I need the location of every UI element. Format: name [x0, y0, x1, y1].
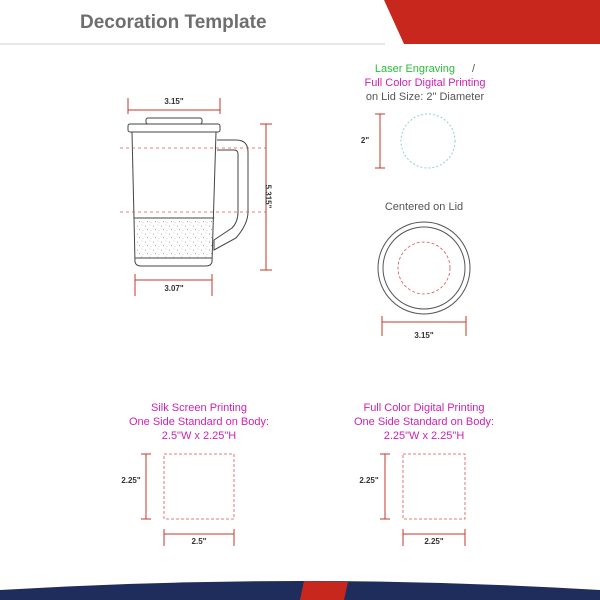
lid-inner-circle — [383, 227, 465, 309]
centered-on-lid-label: Centered on Lid — [384, 201, 464, 213]
lid-print-circle — [401, 114, 455, 168]
mug-handle — [214, 140, 248, 250]
header-red-banner — [382, 0, 600, 44]
laser-engraving-label: Laser Engraving — [374, 63, 455, 75]
digital-print-box — [403, 454, 465, 519]
lid-heading — [310, 62, 540, 76]
lid-digital-printing-label: Full Color Digital Printing — [364, 77, 486, 89]
mug-height-label: 5.315" — [263, 184, 273, 209]
silk-print-box — [164, 454, 234, 519]
silk-width-label: 2.5" — [191, 537, 207, 546]
silk-height-label: 2.25" — [121, 476, 141, 485]
mug-top-width-label: 3.15" — [164, 97, 184, 106]
lid-heading-separator: / — [472, 63, 476, 75]
digital-height-label: 2.25" — [359, 476, 379, 485]
digital-width-label: 2.25" — [424, 537, 444, 546]
footer-red-accent — [300, 581, 348, 600]
digital-printing-title: Full Color Digital Printing — [363, 402, 485, 414]
silk-screen-size: 2.5"W x 2.25"H — [161, 430, 237, 442]
footer-band — [0, 581, 600, 600]
lid-centered-print-circle — [398, 242, 450, 294]
mug-lid-knob — [146, 118, 202, 124]
silk-screen-subtitle: One Side Standard on Body: — [128, 416, 270, 428]
mug-bottom-width-label: 3.07" — [164, 284, 184, 293]
lid-outer-width-label: 3.15" — [414, 331, 434, 340]
mug-lid — [128, 124, 220, 132]
silk-screen-title: Silk Screen Printing — [151, 402, 247, 414]
mug-speckle-band — [134, 218, 215, 258]
lid-diameter-label: 2" — [360, 136, 370, 145]
mug-illustration — [128, 118, 248, 266]
digital-printing-size: 2.25"W x 2.25"H — [383, 430, 465, 442]
lid-outer-circle — [378, 222, 470, 314]
digital-printing-subtitle: One Side Standard on Body: — [353, 416, 495, 428]
page-title: Decoration Template — [80, 12, 267, 33]
lid-size-label: on Lid Size: 2" Diameter — [365, 91, 485, 103]
